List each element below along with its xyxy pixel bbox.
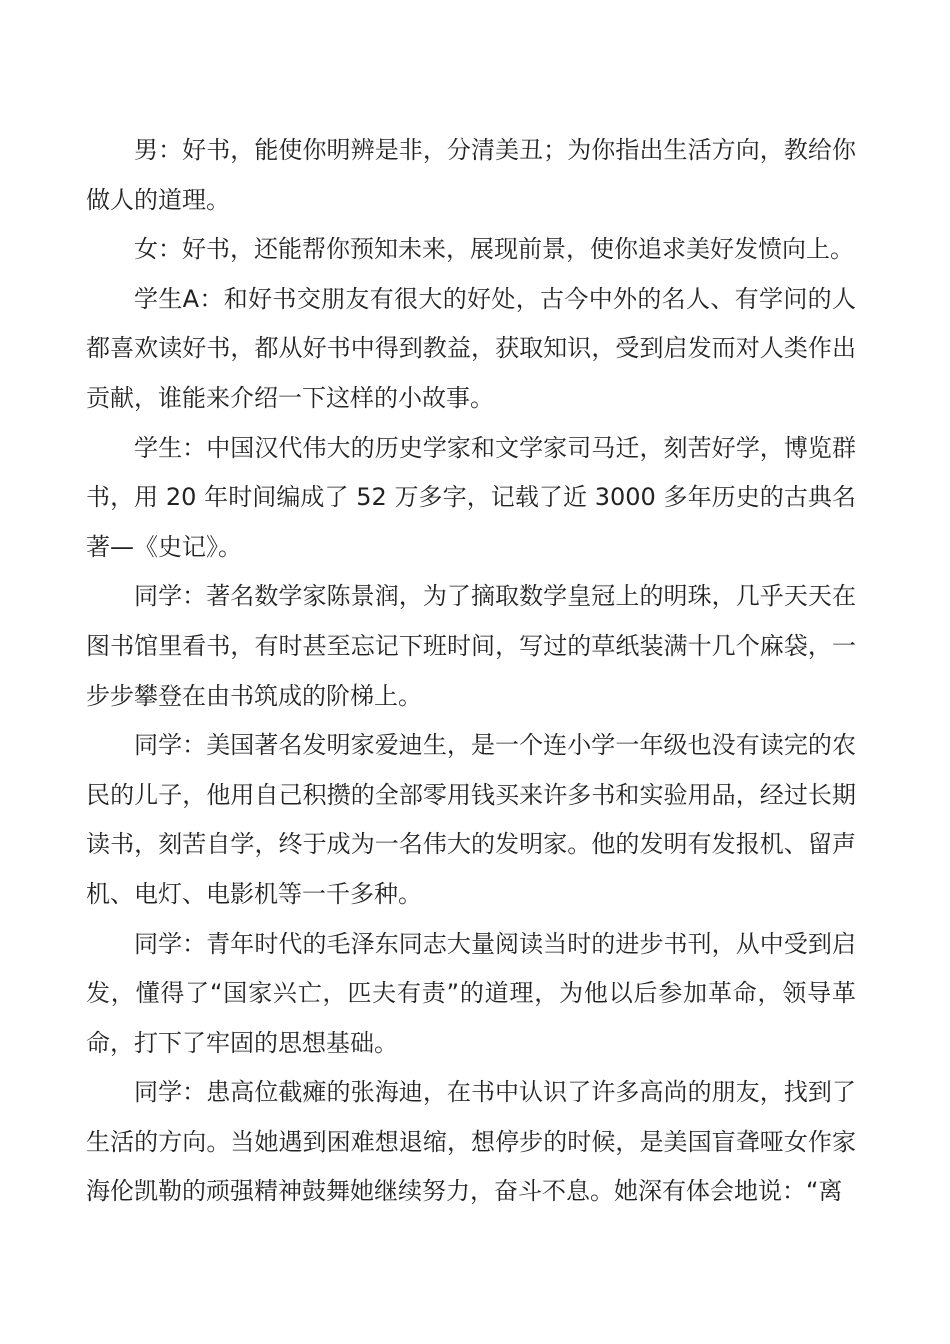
paragraph-sima-qian-story: 学生：中国汉代伟大的历史学家和文学家司马迁，刻苦好学，博览群书，用 20 年时间编成了 52 万多字，记载了近 3000 多年历史的古典名著—《史记》。 <box>86 433 856 561</box>
paragraph-mao-zedong-story: 同学：青年时代的毛泽东同志大量阅读当时的进步书刊，从中受到启发，懂得了“国家兴亡，匹夫有责”的道理，为他以后参加革命，领导革命，打下了牢固的思想基础。 <box>86 929 856 1057</box>
paragraph-girl-good-books: 女：好书，还能帮你预知未来，展现前景，使你追求美好发愤向上。 <box>134 235 854 264</box>
paragraph-chen-jingrun-story: 同学：著名数学家陈景润，为了摘取数学皇冠上的明珠，几乎天天在图书馆里看书，有时甚至忘记下班时间，写过的草纸装满十几个麻袋，一步步攀登在由书筑成的阶梯上。 <box>86 582 856 710</box>
paragraph-zhang-haidi-story: 同学：患高位截瘫的张海迪，在书中认识了许多高尚的朋友，找到了生活的方向。当她遇到困难想退缩，想停步的时候，是美国盲聋哑女作家海伦凯勒的顽强精神鼓舞她继续努力，奋斗不息。她深有体会地说：“离 <box>86 1078 856 1206</box>
document-body <box>86 126 856 1217</box>
paragraph-student-a-question: 学生A：和好书交朋友有很大的好处，古今中外的名人、有学问的人都喜欢读好书，都从好书中得到教益，获取知识，受到启发而对人类作出贡献，谁能来介绍一下这样的小故事。 <box>86 284 856 412</box>
paragraph-edison-story: 同学：美国著名发明家爱迪生，是一个连小学一年级也没有读完的农民的儿子，他用自己积攒的全部零用钱买来许多书和实验用品，经过长期读书，刻苦自学，终于成为一名伟大的发明家。他的发明有发报机、留声机、电灯、电影机等一千多种。 <box>86 731 856 908</box>
paragraph-boy-good-books: 男：好书，能使你明辨是非，分清美丑；为你指出生活方向，教给你做人的道理。 <box>86 136 856 214</box>
